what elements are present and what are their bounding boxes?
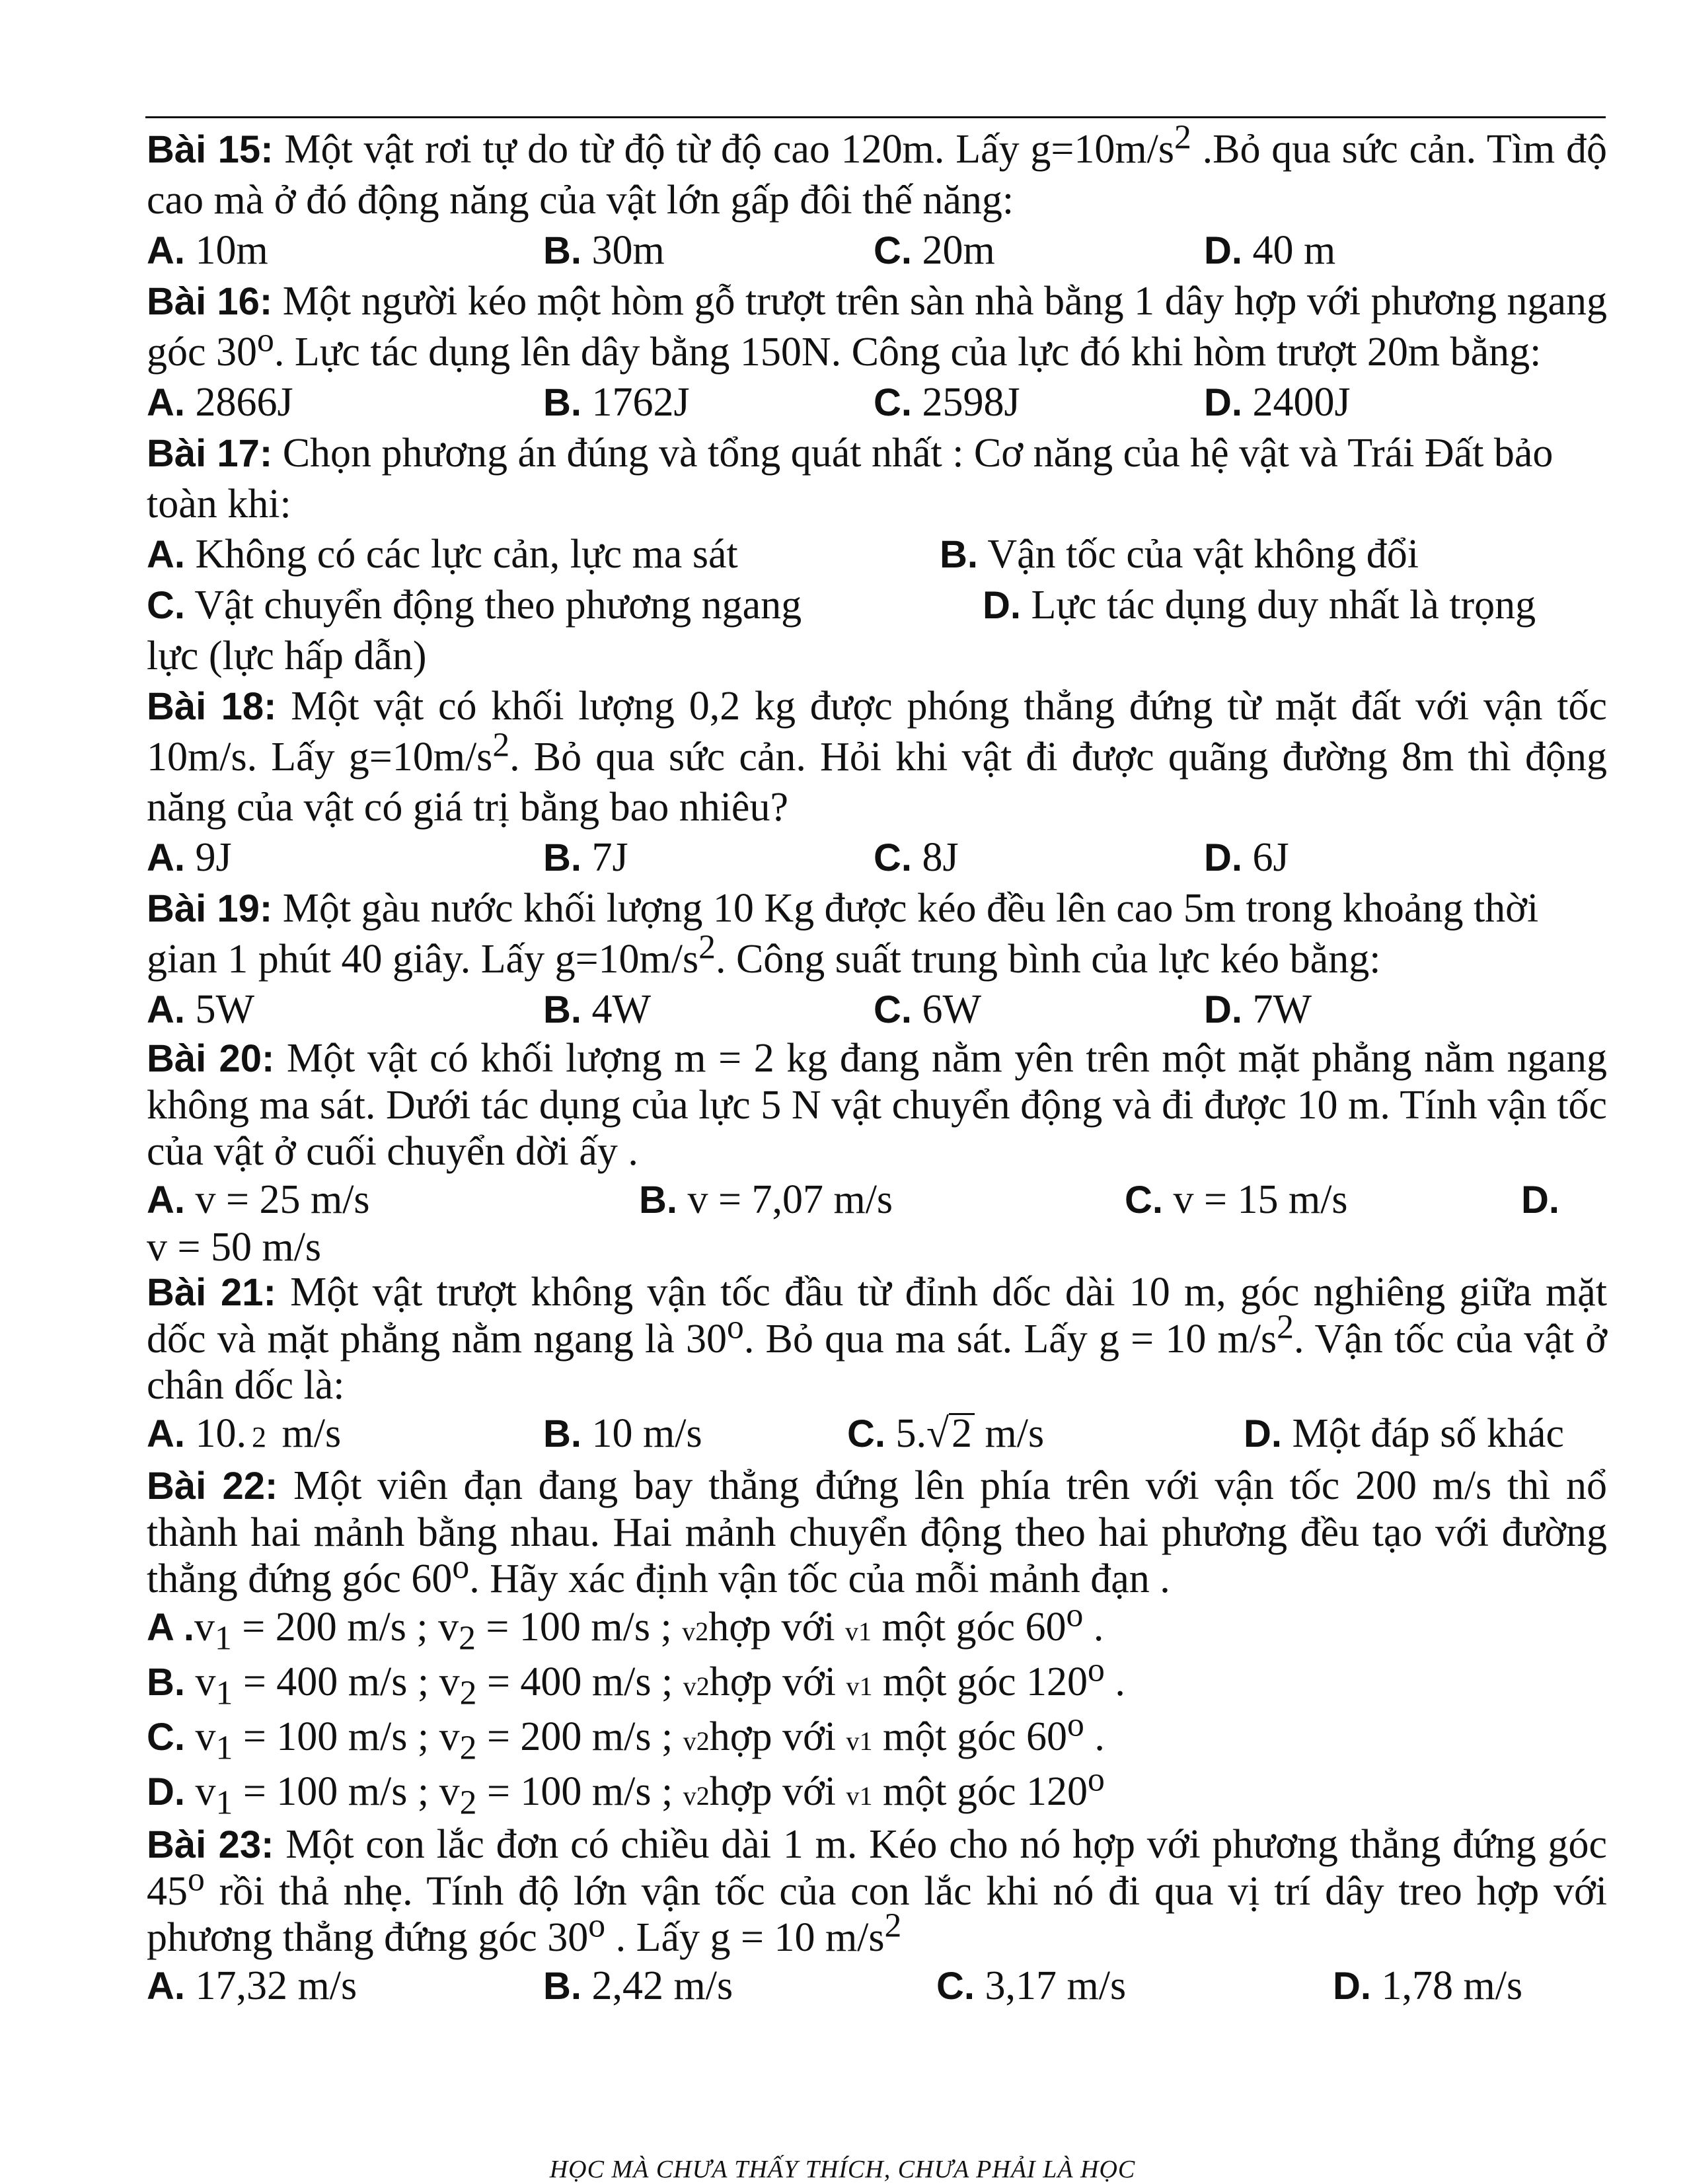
question-18-options [147, 832, 1607, 883]
question-19-label: Bài 19: [147, 887, 273, 930]
question-18-stem: Bài 18: Một vật có khối lượng 0,2 kg được phóng thẳng đứng từ mặt đất với vận tốc 10m/s. Lấy $g=10m/s^2$. Bỏ qua sức cản. Hỏi khi vật đi được quãng đường 8m thì động năng của vật có giá trị bằng bao nhiêu? [147, 684, 1608, 830]
option-b: B. v = 7,07 m/s [639, 1177, 893, 1222]
question-22-label: Bài 22: [147, 1465, 278, 1508]
option-c: C. $v_1 = 100$ m/s ; $v_2 = 200$ m/s ; v2hợp với v1 một góc 60$^o$ . [147, 1706, 1105, 1767]
question-22 [147, 1463, 1607, 1821]
option-d: D. 40 m [1204, 228, 1336, 273]
question-18-label: Bài 18: [147, 685, 277, 728]
option-d: D. 2400J [1204, 380, 1351, 425]
option-d: D. $v_1 = 100$ m/s ; $v_2 = 100$ m/s ; v2hợp với v1 một góc 120$^o$ [147, 1761, 1105, 1822]
question-17 [147, 428, 1607, 681]
option-c: C. 6W [874, 987, 982, 1032]
question-list [147, 118, 1608, 2012]
question-21-options [147, 1408, 1607, 1463]
question-20-label: Bài 20: [147, 1037, 275, 1080]
option-d-continuation: lực (lực hấp dẫn) [147, 634, 427, 678]
question-20-stem: Bài 20: Một vật có khối lượng m = 2 kg đang nằm yên trên một mặt phẳng nằm ngang không ma sát. Dưới tác dụng của lực 5 N vật chuyển động và đi được 10 m. Tính vận tốc của vật ở cuối chuyển dời ấy . [147, 1036, 1607, 1174]
page-footer: HỌC MÀ CHƯA THẤY THÍCH, CHƯA PHẢI LÀ HỌC [549, 2156, 1136, 2183]
question-20 [147, 1035, 1607, 1269]
question-23-options [147, 1961, 1607, 2012]
question-16-stem: Bài 16: Một người kéo một hòm gỗ trượt trên sàn nhà bằng 1 dây hợp với phương ngang góc 30$^o$. Lực tác dụng lên dây bằng 150N. Công của lực đó khi hòm trượt 20m bằng: [147, 279, 1607, 375]
option-d: D. 6J [1204, 835, 1289, 880]
question-19 [147, 883, 1607, 1035]
question-17-stem: Bài 17: Chọn phương án đúng và tổng quát nhất : Cơ năng của hệ vật và Trái Đất bảo toàn khi: [147, 431, 1554, 527]
option-a: A. 5W [147, 987, 255, 1032]
option-a: A $.v_1 = 200$ m/s ; $v_2 = 100$ m/s ; v2hợp với v1 một góc 60$^o$ . [147, 1596, 1104, 1657]
question-21 [147, 1269, 1607, 1463]
option-b: B. 2,42 m/s [543, 1963, 733, 2008]
option-a: A. 10m [147, 228, 268, 273]
option-c: C. 8J [874, 835, 959, 880]
question-19-options [147, 984, 1607, 1035]
top-rule [145, 116, 1606, 118]
question-15 [147, 118, 1607, 276]
question-15-options [147, 225, 1607, 276]
question-23-stem: Bài 23: Một con lắc đơn có chiều dài 1 m. Kéo cho nó hợp với phương thẳng đứng góc 45$^o$ rồi thả nhẹ. Tính độ lớn vận tốc của con lắc khi nó đi qua vị trí dây treo hợp với phương thẳng đứng góc 30$^o$ . Lấy g = 10 $m/s^2$ [147, 1822, 1607, 1960]
question-20-options [147, 1175, 1607, 1225]
option-d-continuation: v = 50 m/s [147, 1225, 322, 1270]
option-b: B. 30m [543, 228, 665, 273]
option-d: D. Lực tác dụng duy nhất là trọng [983, 583, 1536, 628]
option-b: B. 4W [543, 987, 652, 1032]
option-d: D. 1,78 m/s [1333, 1963, 1523, 2008]
option-c: C. 20m [874, 228, 995, 273]
question-23 [147, 1821, 1607, 2012]
option-b: B. Vận tốc của vật không đổi [940, 532, 1419, 577]
question-15-label: Bài 15: [147, 128, 274, 171]
question-21-label: Bài 21: [147, 1271, 276, 1314]
question-19-stem: Bài 19: Một gàu nước khối lượng 10 Kg được kéo đều lên cao 5m trong khoảng thời gian 1 phút 40 giây. Lấy $g=10m/s^2$. Công suất trung bình của lực kéo bằng: [147, 886, 1539, 982]
option-a: A. v = 25 m/s [147, 1177, 370, 1222]
option-d: D. [1521, 1179, 1559, 1221]
sqrt-symbol: √2 [926, 1408, 975, 1459]
question-17-label: Bài 17: [147, 432, 273, 475]
option-a: A. 17,32 m/s [147, 1963, 357, 2008]
option-a: A. Không có các lực cản, lực ma sát [147, 532, 738, 577]
option-b: B. 1762J [543, 380, 690, 425]
question-23-label: Bài 23: [147, 1823, 274, 1866]
question-22-stem: Bài 22: Một viên đạn đang bay thẳng đứng lên phía trên với vận tốc 200 m/s thì nổ thành hai mảnh bằng nhau. Hai mảnh chuyển động theo hai phương đều tạo với đường thẳng đứng góc 60$^o$. Hãy xác định vận tốc của mỗi mảnh đạn . [147, 1463, 1607, 1601]
option-c: C. 5.√2 m/s [847, 1408, 1244, 1463]
option-c: C. v = 15 m/s [1125, 1177, 1348, 1222]
option-c: C. 3,17 m/s [936, 1963, 1127, 2008]
question-18 [147, 681, 1607, 883]
option-b: B. $v_1 = 400$ m/s ; $v_2 = 400$ m/s ; v2hợp với v1 một góc 120$^o$ . [147, 1651, 1125, 1712]
option-b: B. 7J [543, 835, 628, 880]
question-21-stem: Bài 21: Một vật trượt không vận tốc đầu từ đỉnh dốc dài 10 m, góc nghiêng giữa mặt dốc và mặt phẳng nằm ngang là 30$^o$. Bỏ qua ma sát. Lấy g = 10 $m/s^2$. Vận tốc của vật ở chân dốc là: [147, 1270, 1607, 1408]
question-17-options-row2 [147, 580, 1607, 631]
option-c: C. 2598J [874, 380, 1020, 425]
question-16-options [147, 377, 1607, 428]
question-15-stem: Bài 15: Một vật rơi tự do từ độ từ độ cao 120m. Lấy $g=10m/s^2$ .Bỏ qua sức cản. Tìm độ cao mà ở đó động năng của vật lớn gấp đôi thế năng: [147, 118, 1607, 223]
option-d: D. 7W [1204, 987, 1312, 1032]
option-d: D. Một đáp số khác [1244, 1411, 1565, 1456]
question-16-label: Bài 16: [147, 280, 273, 323]
question-16 [147, 276, 1607, 428]
option-a: A. 2866J [147, 380, 293, 425]
option-a: A. 10. 2 m/s [147, 1411, 342, 1456]
question-17-options-row1 [147, 529, 1607, 580]
option-c: C. Vật chuyển động theo phương ngang [147, 583, 802, 628]
option-b: B. 10 m/s [543, 1411, 702, 1456]
option-a: A. 9J [147, 835, 232, 880]
